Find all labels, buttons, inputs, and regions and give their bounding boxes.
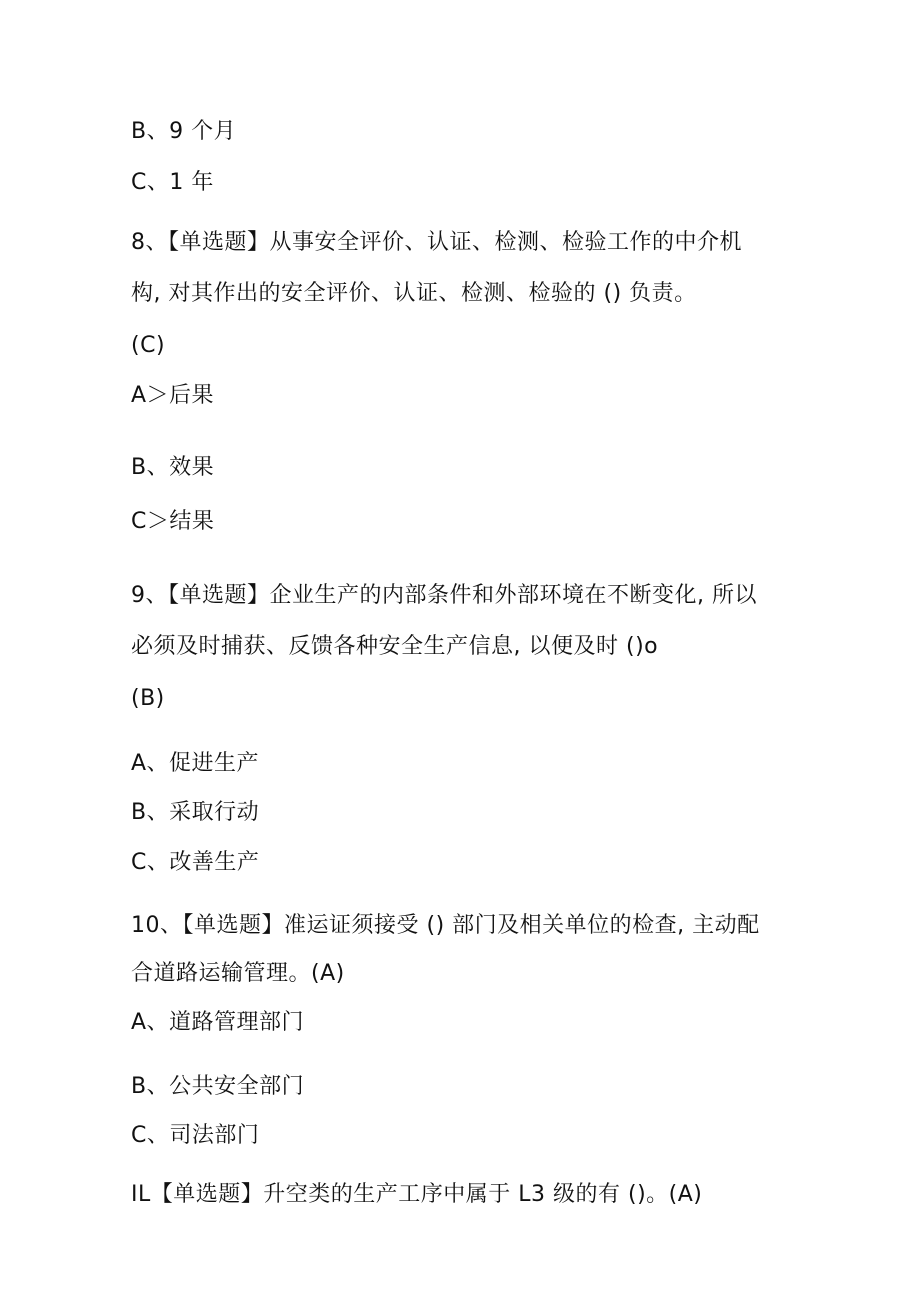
option-a-q8: A＞后果 [131, 383, 215, 408]
question-9-answer: (B) [131, 686, 165, 711]
option-b-q8: B、效果 [131, 455, 215, 480]
option-c-q7: C、1 年 [131, 170, 214, 195]
question-10-line-2: 合道路运输管理。(A) [131, 961, 345, 986]
question-8-line-1: 8、【单选题】从事安全评价、认证、检测、检验工作的中介机 [131, 230, 742, 255]
question-8-answer: (C) [131, 333, 166, 358]
question-8-line-2: 构, 对其作出的安全评价、认证、检测、检验的 () 负责。 [131, 281, 697, 306]
option-b-q10: B、公共安全部门 [131, 1074, 305, 1099]
option-c-q9: C、改善生产 [131, 850, 260, 875]
option-b-q7: B、9 个月 [131, 119, 237, 144]
option-a-q10: A、道路管理部门 [131, 1010, 305, 1035]
question-9-line-2: 必须及时捕获、反馈各种安全生产信息, 以便及时 ()o [131, 634, 659, 659]
question-9-line-1: 9、【单选题】企业生产的内部条件和外部环境在不断变化, 所以 [131, 583, 757, 608]
option-c-q8: C＞结果 [131, 509, 215, 534]
option-c-q10: C、司法部门 [131, 1123, 260, 1148]
option-a-q9: A、促进生产 [131, 751, 260, 776]
option-b-q9: B、采取行动 [131, 800, 260, 825]
question-11-line-1: IL【单选题】升空类的生产工序中属于 L3 级的有 ()。(A) [131, 1182, 703, 1207]
question-10-line-1: 10、【单选题】准运证须接受 () 部门及相关单位的检查, 主动配 [131, 913, 760, 938]
